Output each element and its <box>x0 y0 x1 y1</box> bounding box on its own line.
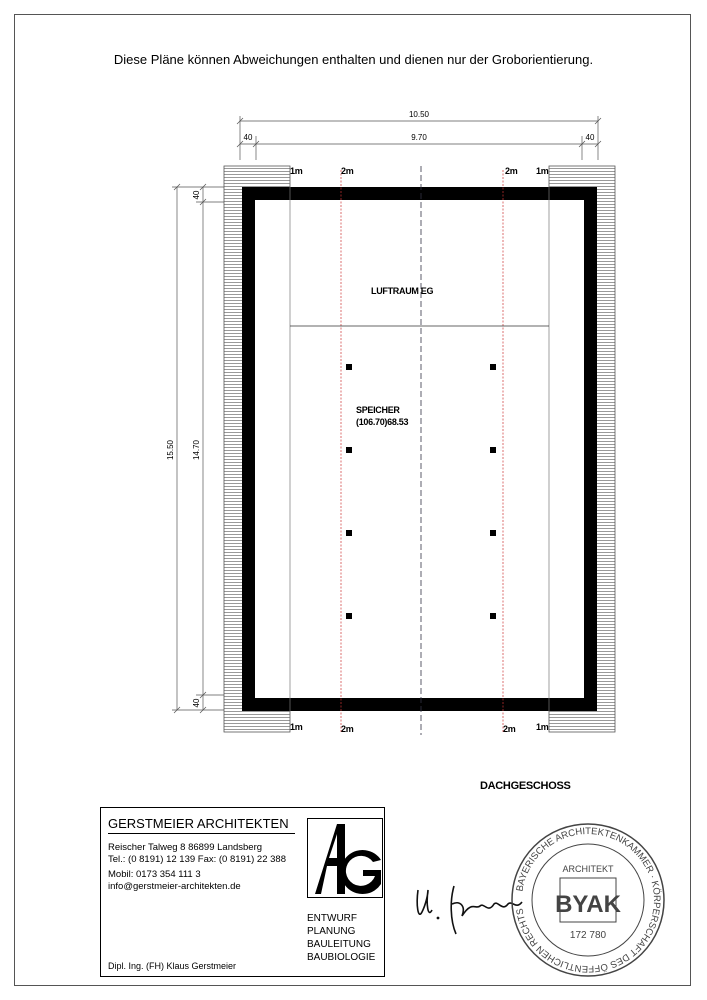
marker-2m-bottom-right: 2m <box>503 724 516 734</box>
dim-overall-length: 15.50 <box>166 439 175 461</box>
post <box>346 613 352 619</box>
post <box>490 364 496 370</box>
post <box>346 530 352 536</box>
seal-letters: BYAK <box>555 891 621 918</box>
service-item: ENTWURF <box>307 913 357 924</box>
disclaimer-notice: Diese Pläne können Abweichungen enthalten und dienen nur der Groborientierung. <box>113 52 594 67</box>
firm-email: info@gerstmeier-architekten.de <box>108 881 241 892</box>
room-area-attic: (106.70)68.53 <box>356 417 409 427</box>
services-list <box>307 912 375 964</box>
marker-2m-top-right: 2m <box>505 166 518 176</box>
dim-inner-width: 9.70 <box>411 133 427 142</box>
architect-title-block <box>100 807 385 977</box>
firm-owner: Dipl. Ing. (FH) Klaus Gerstmeier <box>108 961 237 971</box>
firm-name: GERSTMEIER ARCHITEKTEN <box>108 816 289 831</box>
dim-eave-bottom: 40 <box>192 698 201 708</box>
post <box>490 613 496 619</box>
post <box>490 530 496 536</box>
post <box>346 447 352 453</box>
marker-1m-top-left: 1m <box>290 166 303 176</box>
firm-address: Reischer Talweg 8 86899 Landsberg <box>108 842 263 853</box>
marker-1m-bottom-left: 1m <box>290 722 303 732</box>
post <box>490 447 496 453</box>
service-item: BAULEITUNG <box>307 939 371 950</box>
marker-1m-bottom-right: 1m <box>536 722 549 732</box>
chamber-seal <box>508 820 668 980</box>
service-item: PLANUNG <box>307 926 356 937</box>
floor-title: DACHGESCHOSS <box>480 780 571 792</box>
seal-outer-text: BAYERISCHE ARCHITEKTENKAMMER · KÖRPERSCHAFT DES ÖFFENTLICHEN RECHTS <box>514 825 663 975</box>
dim-inner-length: 14.70 <box>192 439 201 461</box>
room-label-attic: SPEICHER <box>356 405 400 415</box>
dim-eave-left: 40 <box>243 133 253 142</box>
firm-logo-ag <box>307 818 383 898</box>
seal-number: 172 780 <box>569 930 607 941</box>
dim-overall-width: 10.50 <box>408 110 430 119</box>
service-item: BAUBIOLOGIE <box>307 952 376 963</box>
marker-2m-bottom-left: 2m <box>341 724 354 734</box>
room-label-void: LUFTRAUM EG <box>371 286 434 296</box>
marker-2m-top-left: 2m <box>341 166 354 176</box>
dim-eave-top: 40 <box>192 190 201 200</box>
firm-phone-fax: Tel.: (0 8191) 12 139 Fax: (0 8191) 22 388 <box>108 854 286 865</box>
dim-eave-right: 40 <box>585 133 595 142</box>
marker-1m-top-right: 1m <box>536 166 549 176</box>
seal-role: ARCHITEKT <box>562 864 614 874</box>
post <box>346 364 352 370</box>
firm-mobile: Mobil: 0173 354 111 3 <box>108 869 201 880</box>
firm-underline <box>108 833 295 834</box>
